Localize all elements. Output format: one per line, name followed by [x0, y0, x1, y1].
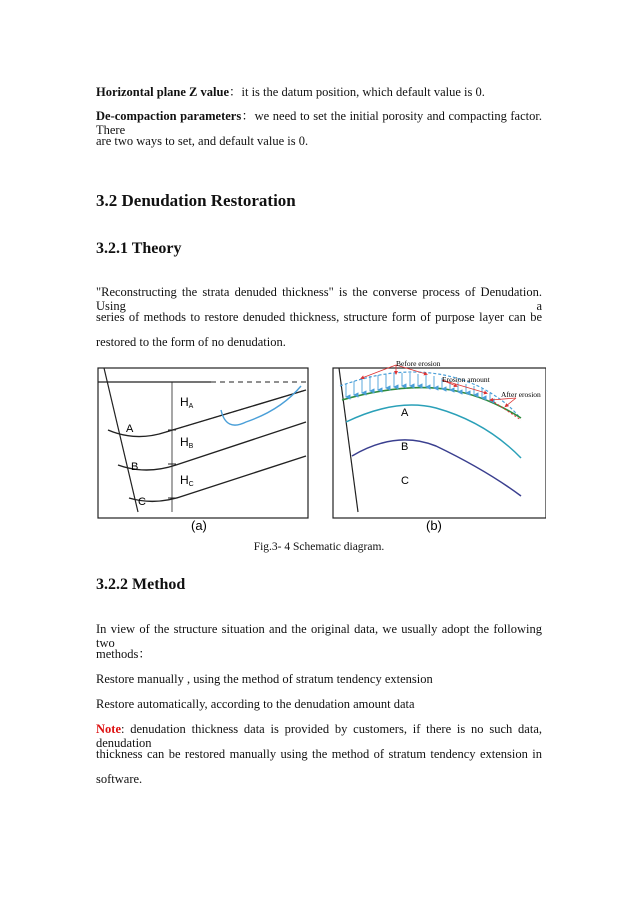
note-line2: thickness can be restored manually using the method of stratum tendency extension in [96, 747, 542, 761]
method-intro-line2: methods： [96, 647, 151, 661]
layer-b-label: B [131, 461, 139, 473]
before-erosion-label: Before erosion [396, 360, 441, 368]
erosion-amount-label: Erosion amount [442, 375, 490, 384]
figure-caption: Fig.3- 4 Schematic diagram. [253, 541, 385, 553]
eroded-surface [221, 386, 301, 425]
layer-a-label: A [401, 407, 409, 419]
schematic-diagram [96, 360, 546, 535]
after-erosion-label: After erosion [501, 390, 541, 399]
theory-line1: "Reconstructing the strata denuded thickness" is the converse process of Denudation. Using a [96, 285, 542, 313]
decomp-line2: are two ways to set, and default value is 0. [96, 134, 309, 148]
panel-a [98, 368, 308, 533]
layer-a-label: A [126, 423, 134, 435]
method-item-2: Restore automatically, according to the denudation amount data [96, 697, 415, 711]
method-intro-line1: In view of the structure situation and the original data, we usually adopt the following two [96, 622, 542, 650]
zvalue-paragraph [96, 85, 542, 99]
theory-line3: restored to the form of no denudation. [96, 335, 286, 349]
zvalue-text: it is the datum position, which default value is 0. [241, 85, 485, 99]
before-erosion-surface [340, 372, 520, 418]
method-item-1: Restore manually , using the method of stratum tendency extension [96, 672, 433, 686]
layer-c-label: C [138, 496, 146, 508]
theory-line2: series of methods to restore denuded thickness, structure form of purpose layer can be [96, 310, 542, 324]
method-title: 3.2.2 Method [96, 576, 186, 593]
thickness-hc: HC [180, 473, 194, 488]
layer-b-label: B [401, 441, 409, 453]
theory-title: 3.2.1 Theory [96, 240, 182, 257]
thickness-hb: HB [180, 435, 194, 450]
panel-a-frame [98, 368, 308, 518]
note-text: : denudation thickness data is provided by customers, if there is no such data, denudation [96, 722, 542, 750]
section-title: 3.2 Denudation Restoration [96, 191, 296, 210]
decomp-line1 [96, 109, 542, 137]
pointer-lines [362, 365, 516, 406]
note-label: Note [96, 722, 121, 736]
thickness-ha: HA [180, 395, 194, 410]
colon: ： [241, 109, 255, 123]
fault-line [339, 368, 358, 512]
colon: ： [229, 85, 242, 99]
fault-line [104, 368, 138, 512]
zvalue-term: Horizontal plane Z value [96, 85, 229, 99]
panel-b-label: (b) [426, 518, 442, 533]
layer-c-label: C [401, 475, 409, 487]
decomp-text: we need to set the initial porosity and compacting factor. There [96, 109, 542, 137]
note-line1 [96, 722, 542, 750]
note-line3: software. [96, 772, 143, 786]
after-erosion-surface [342, 388, 521, 418]
decomp-term: De-compaction parameters [96, 109, 242, 123]
panel-a-label: (a) [191, 518, 207, 533]
panel-b [333, 360, 546, 533]
